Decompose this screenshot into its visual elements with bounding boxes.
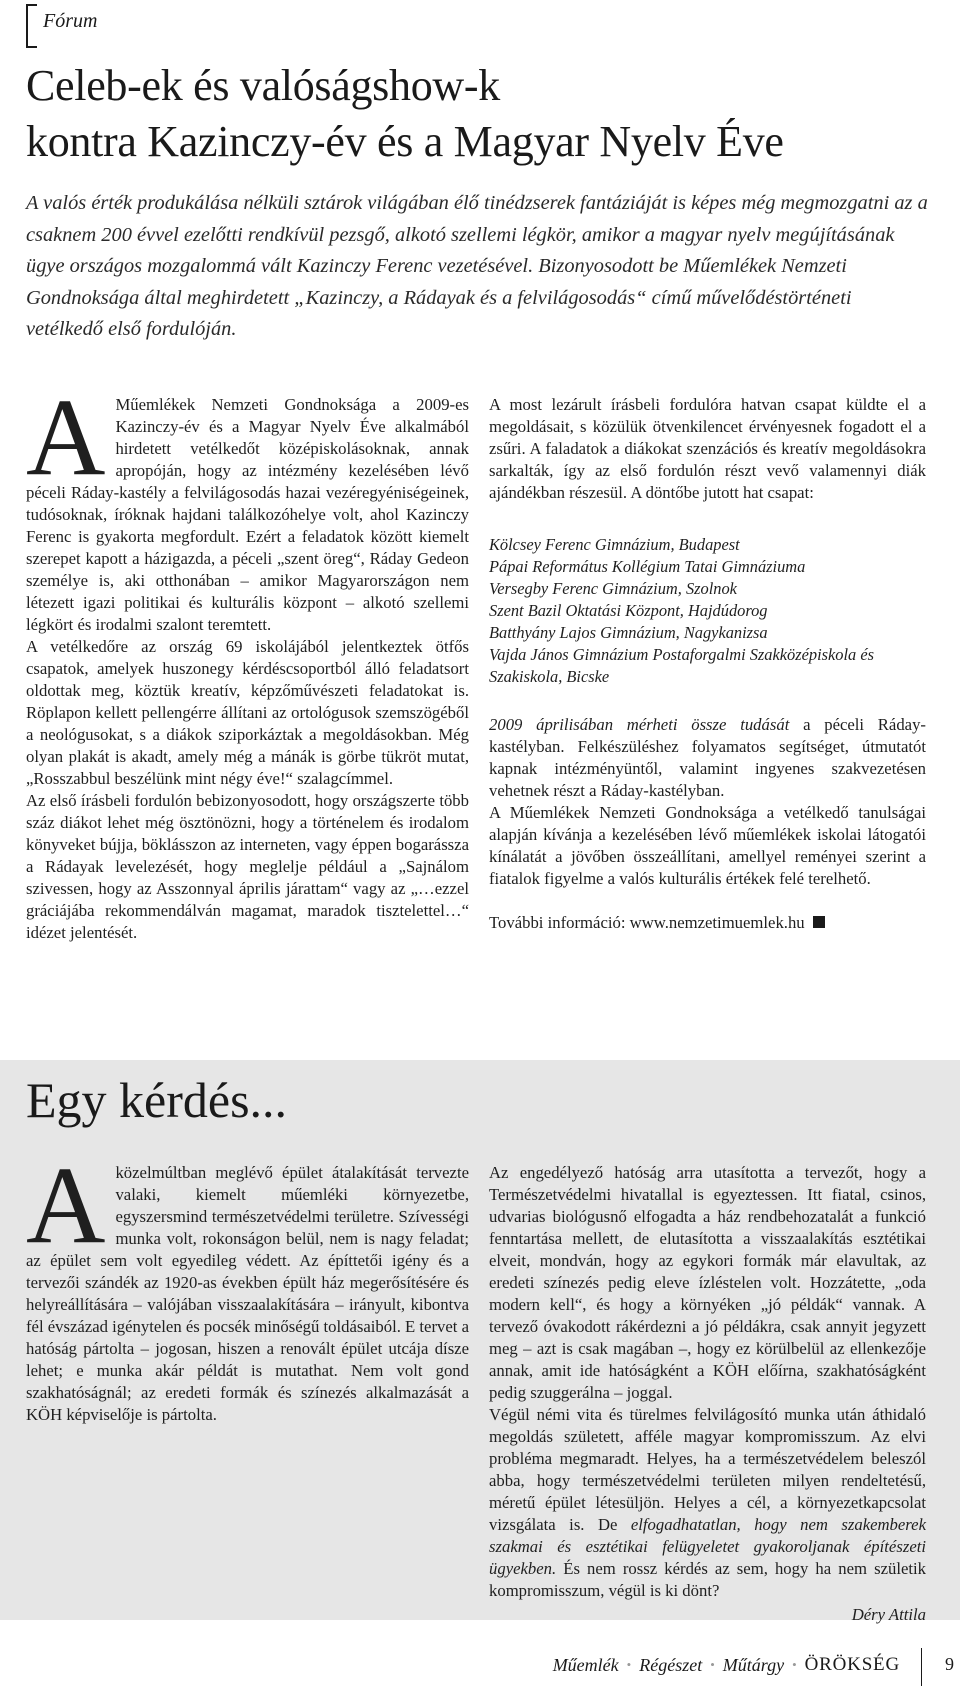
school-item: Pápai Református Kollégium Tatai Gimnáziuma [489,557,806,576]
more-info-text: További információ: www.nemzetimuemlek.hu [489,913,805,932]
school-item: Kölcsey Ferenc Gimnázium, Budapest [489,535,740,554]
footer-magazine-name: ÖRÖKSÉG [804,1654,900,1675]
box-title: Egy kérdés... [26,1072,288,1128]
school-item: Szent Bazil Oktatási Központ, Hajdúdorog [489,601,768,620]
page-footer [0,1646,960,1686]
box-paragraph-text: Végül némi vita és türelmes felvilágosító munka után áthidaló megoldás született, afféle magyar kompromisszum. Az elvi probléma megmaradt. Helyes, ha a természetvédelem beleszól abba, hogy természetvédelmi területen milyen rendeltetésű, méretű épület létesüljön. Helyes a cél, a környezetkapcsolat vizsgálata is. De [489,1405,926,1534]
bullet-separator: • [626,1657,632,1672]
article-title [26,58,936,170]
dropcap: A [26,1144,106,1266]
article-paragraph [26,376,469,636]
finalist-school-list [489,534,926,688]
author-signature: Déry Attila [851,1605,926,1624]
box-paragraph [26,1144,469,1426]
emphasis-text: 2009 áprilisában mérheti össze tudását [489,715,790,734]
end-square-icon [813,916,825,928]
page-number: 9 [945,1654,954,1674]
footer-item: Műtárgy [722,1654,785,1675]
emphasis-text: elfogadhatatlan, hogy nem szakemberek szakmai és esztétikai felügyeletet gyakoroljanak építészeti ügyekben. [489,1515,926,1578]
article-title-line-2: kontra Kazinczy-év és a Magyar Nyelv Éve [26,117,784,166]
school-item: Batthyány Lajos Gimnázium, Nagykanizsa [489,623,768,642]
bracket-decoration [26,4,37,48]
article-paragraph: A vetélkedőre az ország 69 iskolájából jelentkeztek ötfős csapatok, amelyek huszonegy kérdéscsoportból álló feladatsort oldottak meg, köztük kreatív, képzőművészeti feladatokat is. Röplapon kellett pellengérre állítani az ortológusok szemszögéből a neológusokat, s a diákok sziporkáztak a megoldásokban. Még olyan plakát is akadt, amely még a mánák is görbe tükröt mutat, „Rosszabbul beszélünk mint négy éve!“ szalagcímmel. [26,637,469,788]
article-paragraph-text: Műemlékek Nemzeti Gondnoksága a 2009-es Kazinczy-év és a Magyar Nyelv Éve alkalmából hirdetett vetélkedőt középiskolásoknak, annak apropóján, hogy az intézmény kezelésében lévő péceli Ráday-kastély a felvilágosodás hazai vezéregyéniségeinek, tudósoknak, íróknak hajdani találkozóhelye volt, ahol Kazinczy Ferenc is gyakorta megfordult. Ezért a feladatok között kiemelt szerepet kapott a házigazda, a péceli „szent öreg“, Ráday Gedeon személye is, aki otthonában – amikor Magyarországon nem létezett igazi politikai és kulturális központ – alkotó szellemi légkört és irodalmi szalont teremtett. [26,395,469,634]
article-column-right [489,394,926,934]
school-item: Versegby Ferenc Gimnázium, Szolnok [489,579,737,598]
box-paragraph-text: közelmúltban meglévő épület átalakítását tervezte valaki, kiemelt műemléki környezetbe, egyszersmind természetvédelmi területre. Szívességi munka volt, rokonságon belül, nem is nagy feladat; az épület sem volt egyedileg védett. Az építtetői igény és a tervezői szándék az 1920-as években épült ház megerősítésére és helyreállítására – valójában visszaalakítására – irányult, kibontva fél évszázad igénytelen és pocsék minőségű toldásaiból. E tervet a hatóság pártolta – jogosan, hiszen a renovált épület utcája dísze lehet; e munka akár példát is mutathat. Nem volt gond szakhatóságnál; az eredeti formák és színezés alkalmazását a KÖH képviselője is pártolta. [26,1163,469,1424]
article-paragraph: Az első írásbeli fordulón bebizonyosodott, hogy országszerte több száz diákot lehet még ösztönözni, hogy a történelem és irodalom könyveket bújja, böklásszon az interneten, vagy éppen bogarássza a Rádayak levelezését, hogy meglelje például a „Sajnálom szivessen, hogy az Asszonnyal április járattam“ vagy az „…ezzel gráciájába rekommendálván magamat, maradok tisztelettel…“ idézet jelentését. [26,791,469,942]
section-tag [26,2,97,46]
article-title-line-1: Celeb-ek és valóságshow-k [26,61,500,110]
article-lead: A valós érték produkálása nélküli sztárok világában élő tinédzserek fantáziáját is képes még megmozgatni az a csaknem 200 évvel ezelőtti rendkívül pezsgő, alkotó szellemi légkör, amikor a magyar nyelv megújításának ügye országos mozgalommá vált Kazinczy Ferenc vezetésével. Bizonyosodott be Műemlékek Nemzeti Gondnoksága által meghirdetett „Kazinczy, a Rádayak és a felvilágosodás“ című művelődéstörténeti vetélkedő első fordulóján. [26,192,928,340]
box-paragraph-text: És nem rossz kérdés az sem, hogy ha nem születik kompromisszum, végül is ki dönt? [489,1559,926,1600]
school-item: Vajda János Gimnázium Postaforgalmi Szakközépiskola és Szakiskola, Bicske [489,645,875,686]
box-paragraph [489,1404,926,1602]
article-column-left [26,376,469,944]
box-column-right [489,1162,926,1626]
more-info [489,912,926,934]
article-paragraph: A most lezárult írásbeli fordulóra hatvan csapat küldte el a megoldásait, s közülük ötvenkilencet érvényesnek fogadott el a zsűri. A faladatok a diákokat szenzációs és kreatív megoldásokra sarkalták, így az első fordulón részt vevő valamennyi diák ajándékban részesül. A döntőbe jutott hat csapat: [489,395,926,502]
article-paragraph-text: a péceli Ráday-kastélyban. Felkészüléshez folyamatos segítséget, útmutatót kapnak intézményüntől, valamint ingyenes szakvezetésen vehetnek részt a Ráday-kastélyban. [489,715,926,800]
box-paragraph: Az engedélyező hatóság arra utasította a tervezőt, hogy a Természetvédelmi hivatallal is egyeztessen. Itt fiatal, csinos, udvarias biológusnő elfogadta a ház rendbehozatalát a funkció fenntartása mellett, de elutasította a visszaalakítás esztétikai elveit, mondván, hogy az egykori formák már elavultak, az eredeti színezés pedig eleve ízléstelen volt. Hozzátette, „oda modern kell“, és hogy a környéken „jó példák“ vannak. A tervező óvakodott rákérdezni a jó példákra, csak annyit jegyzett meg – azt is csak magában –, hogy ez körülbelül az ellenkezője annak, amit ide hatóságként a KÖH előírna, szakhatóságként pedig szuggerálna – joggal. [489,1163,926,1402]
section-label: Fórum [43,10,98,32]
footer-divider [921,1648,922,1686]
footer-item: Régészet [639,1654,703,1675]
article-paragraph [489,714,926,802]
dropcap: A [26,376,106,498]
footer-item: Műemlék [552,1654,619,1675]
bullet-separator: • [792,1657,797,1672]
footer-section-list [553,1654,900,1676]
bullet-separator: • [710,1657,715,1672]
box-column-left [26,1144,469,1426]
article-paragraph: A Műemlékek Nemzeti Gondnoksága a vetélkedő tanulságai alapján kívánja a kezelésében lévő műemlékek iskolai látogatói kínálatát a jövőben összeállítani, amellyel reményei szerint a fiatalok figyelme a valós kulturális értékek felé terelhető. [489,803,926,888]
